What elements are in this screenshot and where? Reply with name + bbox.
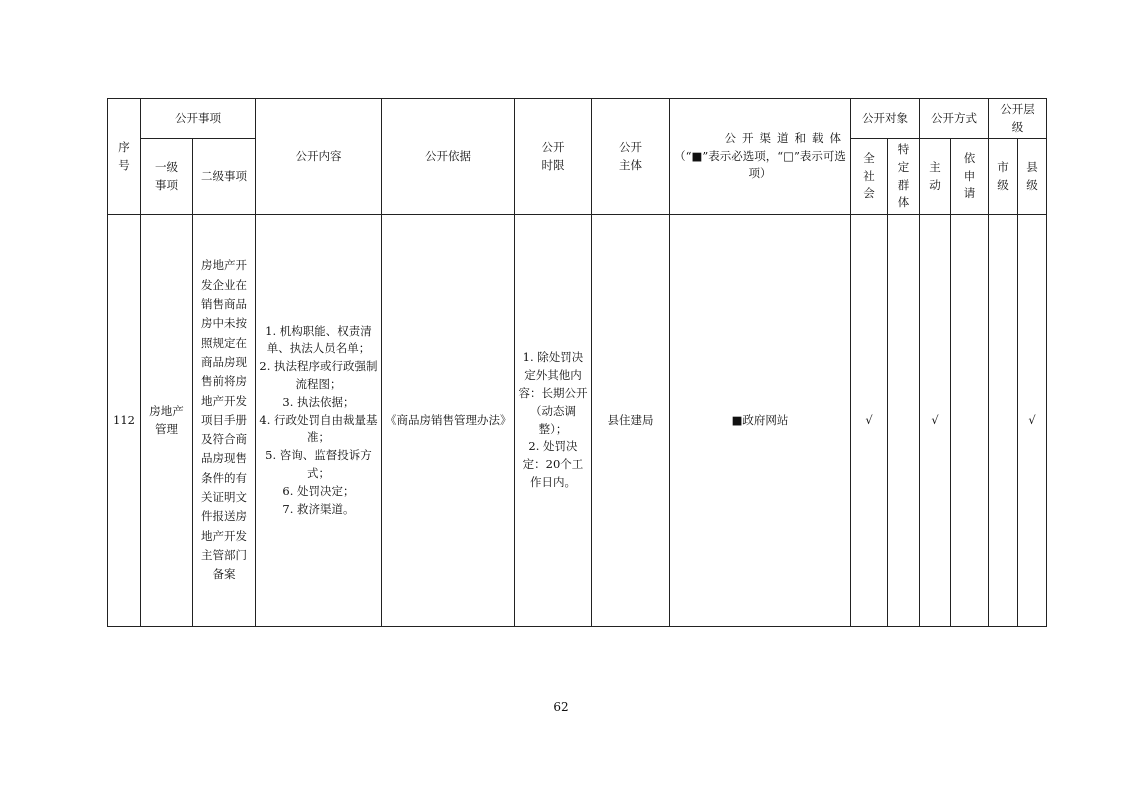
time-limit-item: 2. 处罚决定：20个工作日内。 bbox=[522, 439, 584, 489]
row-level1-text: 房地产管理 bbox=[149, 403, 184, 436]
row-level-city-check bbox=[989, 215, 1018, 627]
time-limit-item: 1. 除处罚决定外其他内容：长期公开（动态调整）； bbox=[518, 350, 588, 436]
row-channel: ■政府网站 bbox=[670, 215, 851, 627]
page-number: 62 bbox=[553, 700, 569, 714]
content-item: 3. 执法依据； bbox=[282, 394, 355, 409]
row-content bbox=[256, 215, 382, 627]
disclosure-table bbox=[107, 98, 1047, 627]
row-index: 112 bbox=[108, 215, 141, 627]
header-level-group-label: 公开层级 bbox=[1000, 101, 1035, 134]
row-subject: 县住建局 bbox=[592, 215, 670, 627]
header-content: 公开内容 bbox=[256, 99, 382, 215]
header-audience-specific-label: 特定群体 bbox=[897, 141, 910, 210]
header-method-request-label: 依申请 bbox=[963, 150, 976, 201]
header-level-city-label: 市级 bbox=[997, 159, 1009, 192]
row-audience-all-check: √ bbox=[851, 215, 888, 627]
header-index bbox=[108, 99, 141, 215]
row-level-county-check: √ bbox=[1018, 215, 1047, 627]
row-method-active-check: √ bbox=[920, 215, 951, 627]
header-category-group: 公开事项 bbox=[141, 99, 256, 139]
header-basis: 公开依据 bbox=[382, 99, 515, 215]
header-channel-title: 公开渠道和载体 bbox=[724, 130, 847, 145]
header-channel bbox=[670, 99, 851, 215]
header-method-group: 公开方式 bbox=[920, 99, 989, 139]
header-channel-note: （“■”表示必选项，“□”表示可选项） bbox=[674, 148, 846, 181]
header-level2: 二级事项 bbox=[193, 139, 256, 215]
row-level2 bbox=[193, 215, 256, 627]
header-audience-group: 公开对象 bbox=[851, 99, 920, 139]
content-item: 6. 处罚决定； bbox=[282, 483, 355, 498]
header-method-active bbox=[920, 139, 951, 215]
row-level1 bbox=[141, 215, 193, 627]
header-subject bbox=[592, 99, 670, 215]
content-item: 4. 行政处罚自由裁量基准； bbox=[259, 412, 378, 445]
row-level2-text: 房地产开发企业在销售商品房中未按照规定在商品房现售前将房地产开发项目手册及符合商品房现售条件的有关证明文件报送房地产开发主管部门备案 bbox=[200, 258, 247, 582]
header-level1 bbox=[141, 139, 193, 215]
header-subject-label: 公开主体 bbox=[619, 139, 642, 172]
header-audience-all bbox=[851, 139, 888, 215]
row-basis: 《商品房销售管理办法》 bbox=[382, 215, 515, 627]
header-method-request bbox=[951, 139, 989, 215]
content-item: 1. 机构职能、权责清单、执法人员名单； bbox=[265, 323, 372, 356]
content-item: 7. 救济渠道。 bbox=[282, 501, 355, 516]
header-level-county bbox=[1018, 139, 1047, 215]
header-time-limit-label: 公开时限 bbox=[541, 139, 565, 172]
row-audience-specific-check bbox=[888, 215, 920, 627]
header-level-county-label: 县级 bbox=[1026, 159, 1038, 192]
header-level1-label: 一级事项 bbox=[154, 159, 178, 192]
header-index-label: 序号 bbox=[118, 140, 130, 172]
header-audience-specific bbox=[888, 139, 920, 215]
table-row bbox=[108, 215, 1047, 627]
header-audience-all-label: 全社会 bbox=[863, 150, 875, 201]
row-time-limit bbox=[515, 215, 592, 627]
row-method-request-check bbox=[951, 215, 989, 627]
content-item: 2. 执法程序或行政强制流程图； bbox=[259, 359, 378, 391]
header-level-city bbox=[989, 139, 1018, 215]
header-level-group bbox=[989, 99, 1047, 139]
header-time-limit bbox=[515, 99, 592, 215]
header-method-active-label: 主动 bbox=[929, 159, 941, 192]
content-item: 5. 咨询、监督投诉方式； bbox=[265, 448, 372, 481]
